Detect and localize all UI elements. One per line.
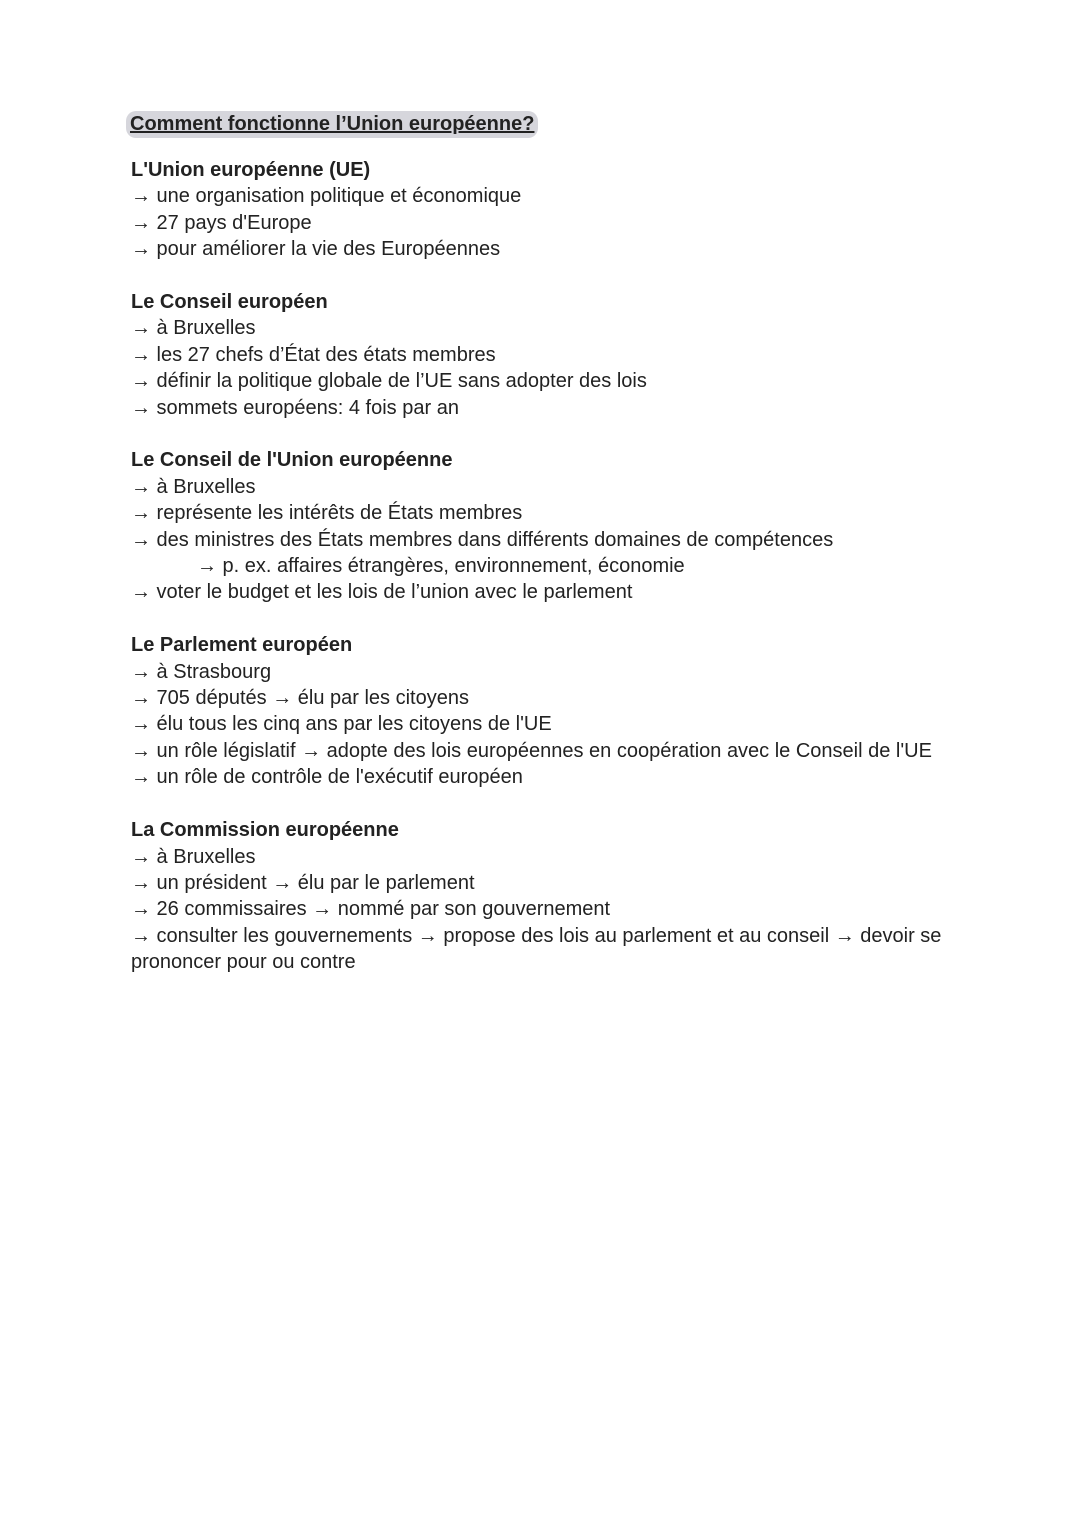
spacer [131,421,1031,447]
list-item: → élu tous les cinq ans par les citoyens de l'UE [131,713,552,736]
list-item: → un rôle législatif → adopte des lois européennes en coopération avec le Conseil de l'UE [131,739,932,762]
list-item: → sommets européens: 4 fois par an [131,396,459,419]
list-item: → une organisation politique et économique [131,185,522,208]
section-union-europeenne [131,157,1031,263]
title-block [131,111,1031,157]
section-heading: Le Parlement européen [131,634,353,657]
list-item: → à Bruxelles [131,475,256,498]
list-item: → des ministres des États membres dans différents domaines de compétences [131,528,834,551]
list-item: → 26 commissaires → nommé par son gouvernement [131,898,611,921]
page-title: Comment fonctionne l’Union européenne? [126,111,538,138]
section-conseil-ue [131,447,1031,605]
section-heading: L'Union européenne (UE) [131,159,371,181]
section-parlement-europeen [131,632,1031,790]
list-item: → les 27 chefs d’État des états membres [131,343,496,366]
list-item: → pour améliorer la vie des Européennes [131,238,501,261]
section-heading: La Commission européenne [131,819,399,842]
section-commission-europeenne [131,817,1031,975]
list-item: → 705 députés → élu par les citoyens [131,687,469,710]
list-item: → un président → élu par le parlement [131,871,475,894]
list-item: → à Bruxelles [131,845,256,868]
spacer [131,606,1031,632]
document-page [131,111,1031,976]
section-heading: Le Conseil de l'Union européenne [131,449,453,472]
spacer [131,263,1031,289]
spacer [131,791,1031,817]
list-item: → consulter les gouvernements → propose des lois au parlement et au conseil → devoir se prononcer pour ou contre [131,924,942,974]
list-item: → définir la politique globale de l’UE sans adopter des lois [131,370,647,393]
section-heading: Le Conseil européen [131,291,328,314]
list-item: → 27 pays d'Europe [131,211,312,234]
list-item: → à Bruxelles [131,317,256,340]
list-item: → représente les intérêts de États membres [131,502,523,525]
section-conseil-europeen [131,289,1031,421]
list-item: → un rôle de contrôle de l'exécutif européen [131,766,523,789]
list-item: → à Strasbourg [131,660,272,683]
list-subitem: → p. ex. affaires étrangères, environnement, économie [197,555,685,578]
list-item: → voter le budget et les lois de l’union avec le parlement [131,581,633,604]
